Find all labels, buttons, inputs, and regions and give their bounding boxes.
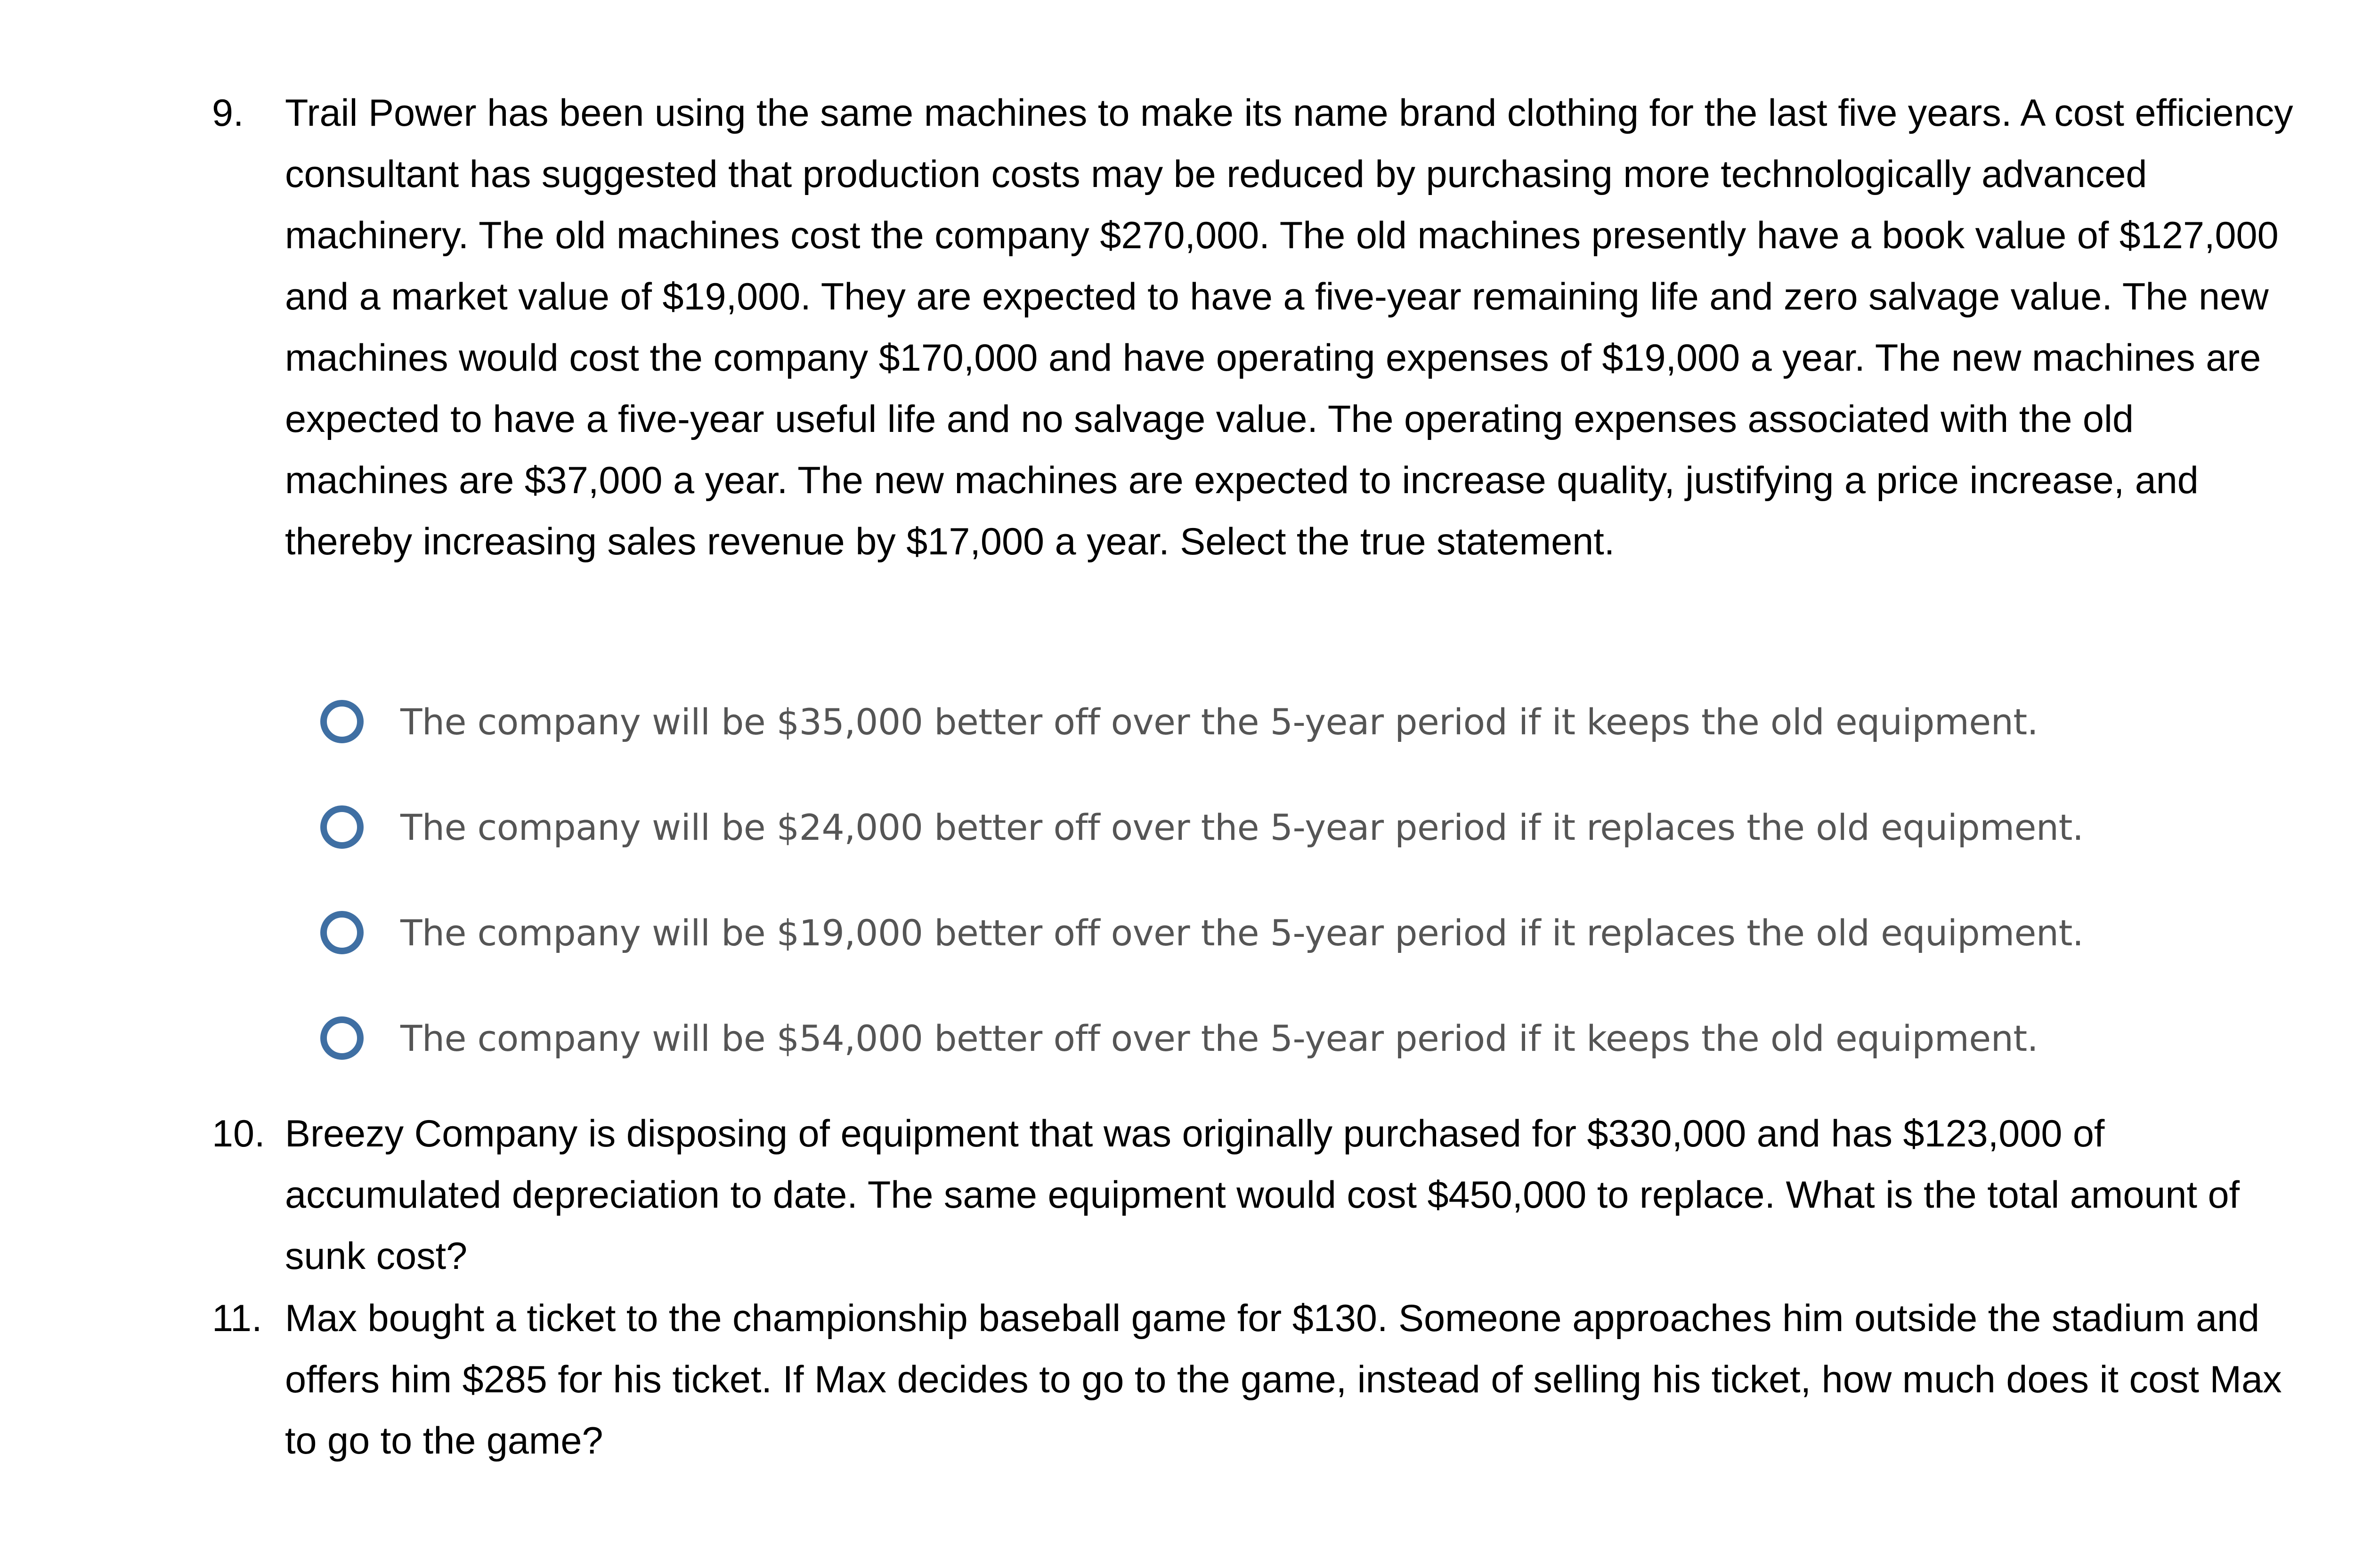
radio-button-icon[interactable] [320,1016,364,1060]
answer-options [320,669,2346,1091]
answer-option-2[interactable] [320,774,2346,880]
radio-button-icon[interactable] [320,911,364,954]
answer-option-label: The company will be $54,000 better off over the 5-year period if it keeps the old equipment. [400,1017,2038,1059]
question-text: Breezy Company is disposing of equipment that was originally purchased for $330,000 and has $123,000 of accumulated depreciation to date. The same equipment would cost $450,000 to replace. What is the total amount of sunk cost? [285,1113,2240,1277]
radio-button-icon[interactable] [320,805,364,849]
answer-option-label: The company will be $19,000 better off over the 5-year period if it replaces the old equipment. [400,911,2084,954]
question-10 [212,1103,2308,1287]
answer-option-label: The company will be $35,000 better off over the 5-year period if it keeps the old equipment. [400,700,2038,743]
answer-option-3[interactable] [320,880,2346,985]
question-9 [212,82,2308,572]
question-number: 11. [212,1297,262,1340]
radio-button-icon[interactable] [320,700,364,743]
question-number: 10. [212,1113,265,1155]
question-text: Max bought a ticket to the championship baseball game for $130. Someone approaches him outside the stadium and offers him $285 for his ticket. If Max decides to go to the game, instead of selling his ticket, how much does it cost Max to go to the game? [285,1297,2282,1462]
question-number: 9. [212,92,244,134]
answer-option-label: The company will be $24,000 better off over the 5-year period if it replaces the old equipment. [400,806,2084,848]
answer-option-1[interactable] [320,669,2346,774]
question-text: Trail Power has been using the same machines to make its name brand clothing for the last five years. A cost efficiency consultant has suggested that production costs may be reduced by purchasing more technologically advanced machinery. The old machines cost the company $270,000. The old machines presently have a book value of $127,000 and a market value of $19,000. They are expected to have a five-year remaining life and zero salvage value. The new machines would cost the company $170,000 and have operating expenses of $19,000 a year. The new machines are expected to have a five-year useful life and no salvage value. The operating expenses associated with the old machines are $37,000 a year. The new machines are expected to increase quality, justifying a price increase, and thereby increasing sales revenue by $17,000 a year. Select the true statement. [285,92,2293,563]
question-11 [212,1288,2308,1471]
answer-option-4[interactable] [320,985,2346,1091]
